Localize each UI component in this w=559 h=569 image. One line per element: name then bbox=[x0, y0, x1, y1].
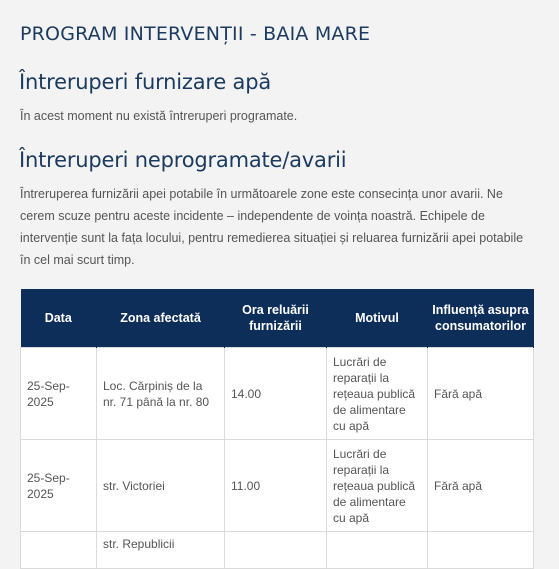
column-header-affected-area: Zona afectată bbox=[97, 289, 225, 348]
column-header-consumer-impact: Influență asupra consumatorilor bbox=[428, 289, 534, 348]
interventions-table bbox=[20, 289, 534, 569]
cell-consumer-impact: Fără apă bbox=[428, 348, 534, 440]
cell-date bbox=[21, 532, 97, 569]
table-body bbox=[21, 348, 534, 569]
cell-affected-area: str. Victoriei bbox=[97, 440, 225, 532]
cell-affected-area: Loc. Cărpiniș de la nr. 71 până la nr. 80 bbox=[97, 348, 225, 440]
cell-resume-time bbox=[225, 532, 327, 569]
column-header-date: Data bbox=[21, 289, 97, 348]
planned-interruptions-heading: Întreruperi furnizare apă bbox=[19, 70, 272, 94]
unplanned-interruptions-description: Întreruperea furnizării apei potabile în următoarele zone este consecința unor avarii. Ne cerem scuze pentru aceste incidente – independente de voința noastră. Echipele de intervenție sunt la fața locului, pentru remedierea situației și reluarea furnizării apei potabile în cel mai scurt timp. bbox=[20, 187, 524, 267]
table-header-row bbox=[21, 289, 534, 348]
unplanned-interruptions-heading: Întreruperi neprogramate/avarii bbox=[19, 148, 347, 172]
cell-resume-time: 11.00 bbox=[225, 440, 327, 532]
cell-reason: Lucrări de reparații la rețeaua publică de alimentare cu apă bbox=[327, 348, 428, 440]
cell-consumer-impact: Fără apă bbox=[428, 440, 534, 532]
column-header-reason: Motivul bbox=[327, 289, 428, 348]
cell-date: 25-Sep-2025 bbox=[21, 440, 97, 532]
cell-affected-area: str. Republicii bbox=[97, 532, 225, 569]
interventions-table-container bbox=[20, 289, 533, 569]
table-header bbox=[21, 289, 534, 348]
cell-reason: Lucrări de reparații la rețeaua publică de alimentare cu apă bbox=[327, 440, 428, 532]
table-row bbox=[21, 440, 534, 532]
cell-date: 25-Sep-2025 bbox=[21, 348, 97, 440]
cell-resume-time: 14.00 bbox=[225, 348, 327, 440]
page-title: PROGRAM INTERVENȚII - BAIA MARE bbox=[20, 23, 371, 45]
cell-consumer-impact bbox=[428, 532, 534, 569]
planned-interruptions-message: În acest moment nu există întreruperi programate. bbox=[20, 109, 298, 123]
table-row bbox=[21, 532, 534, 569]
table-row bbox=[21, 348, 534, 440]
cell-reason bbox=[327, 532, 428, 569]
column-header-resume-time: Ora reluării furnizării bbox=[225, 289, 327, 348]
